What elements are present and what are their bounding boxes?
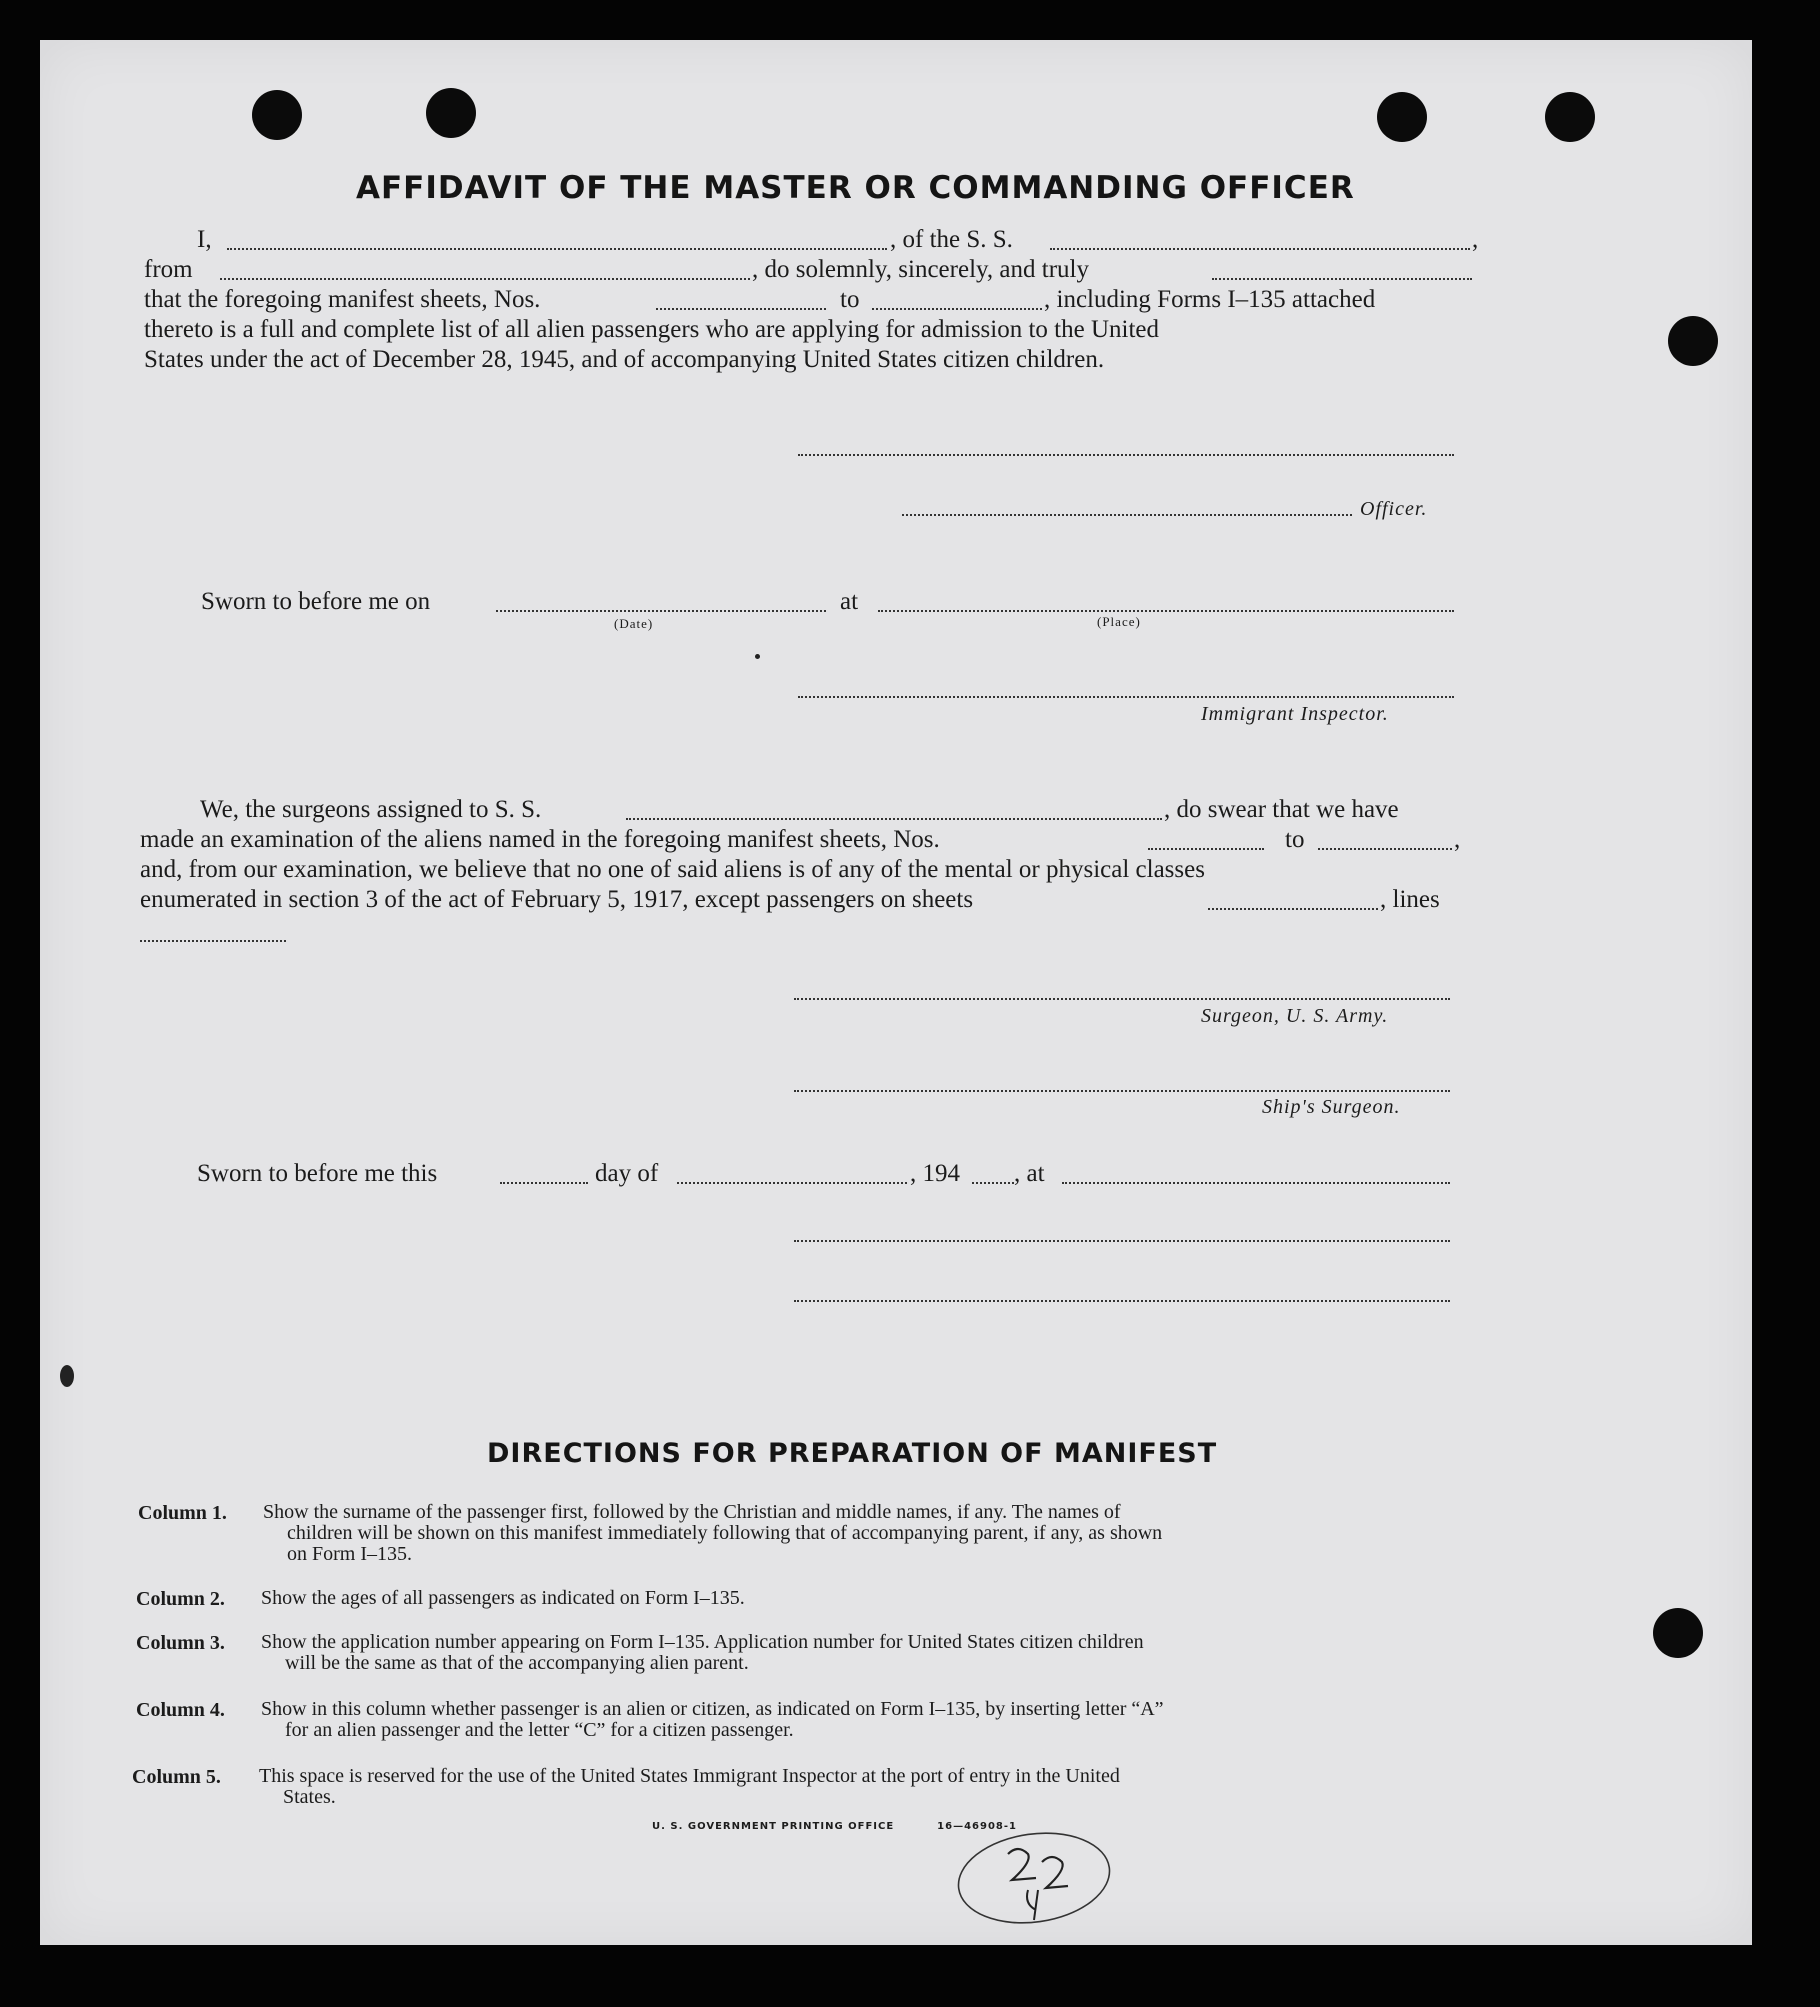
officer-signature-line-2[interactable] [902, 514, 1352, 516]
column-2-label: Column 2. [136, 1588, 225, 1610]
column-5-line-2: States. [283, 1786, 336, 1808]
exam-sheet-to-field[interactable] [1318, 848, 1452, 850]
ink-speck [60, 1365, 74, 1387]
text-do-swear: , do swear that we have [1164, 796, 1399, 823]
army-surgeon-caption: Surgeon, U. S. Army. [1201, 1005, 1389, 1027]
punch-hole [1653, 1608, 1703, 1658]
punch-hole [1377, 92, 1427, 142]
text-to: to [840, 286, 860, 313]
ship-surgeon-caption: Ship's Surgeon. [1262, 1096, 1401, 1118]
officer-signature-line-1[interactable] [798, 454, 1454, 456]
text-exam-comma: , [1454, 826, 1461, 853]
witness-signature-line-1[interactable] [794, 1240, 1450, 1242]
text-exam-to: to [1285, 826, 1305, 853]
form-sheet [40, 40, 1752, 1945]
oath-field[interactable] [1212, 278, 1472, 280]
punch-hole [1668, 316, 1718, 366]
text-i: I, [197, 226, 212, 253]
master-name-field[interactable] [227, 248, 887, 250]
text-surgeons-line3: and, from our examination, we believe that no one of said aliens is of any of the mental or physical classes [140, 856, 1205, 883]
sworn-year-field[interactable] [972, 1182, 1014, 1184]
except-lines-field[interactable] [140, 940, 286, 942]
text-from: from [144, 256, 193, 283]
place-caption: (Place) [1097, 614, 1141, 629]
column-4-label: Column 4. [136, 1699, 225, 1721]
inspector-caption: Immigrant Inspector. [1201, 703, 1389, 725]
column-1-line-1: Show the surname of the passenger first, followed by the Christian and middle names, if any. The names of [263, 1501, 1121, 1523]
text-solemnly: , do solemnly, sincerely, and truly [752, 256, 1089, 283]
text-sworn-at: , at [1014, 1160, 1045, 1187]
punch-hole [426, 88, 476, 138]
printer-name: U. S. GOVERNMENT PRINTING OFFICE [652, 1821, 895, 1832]
column-1-line-3: on Form I–135. [287, 1543, 412, 1565]
text-at: at [840, 588, 859, 615]
text-enumerated: enumerated in section 3 of the act of February 5, 1917, except passengers on sheets [140, 886, 974, 913]
text-affidavit-line4: thereto is a full and complete list of all alien passengers who are applying for admission to the United [144, 316, 1160, 343]
column-2-line-1: Show the ages of all passengers as indicated on Form I–135. [261, 1587, 745, 1609]
text-surgeons-assigned: We, the surgeons assigned to S. S. [200, 796, 542, 823]
ship-name-field[interactable] [1050, 248, 1470, 250]
text-sworn-this: Sworn to before me this [197, 1160, 438, 1187]
sworn-place-field[interactable] [878, 610, 1454, 612]
army-surgeon-signature-line[interactable] [794, 998, 1450, 1000]
sheet-from-field[interactable] [656, 308, 826, 310]
officer-caption: Officer. [1360, 498, 1428, 520]
sworn-date-field[interactable] [496, 610, 826, 612]
text-lines: , lines [1380, 886, 1440, 913]
text-year: , 194 [910, 1160, 960, 1187]
column-4-line-1: Show in this column whether passenger is an alien or citizen, as indicated on Form I–135, by inserting letter “A” [261, 1698, 1164, 1720]
column-5-line-1: This space is reserved for the use of the United States Immigrant Inspector at the port of entry in the United [259, 1765, 1120, 1787]
ink-speck [755, 654, 760, 659]
except-sheets-field[interactable] [1208, 908, 1378, 910]
text-comma: , [1472, 226, 1479, 253]
handwritten-page-mark-icon [950, 1826, 1120, 1936]
column-1-text [263, 1502, 1162, 1565]
ship-surgeon-signature-line[interactable] [794, 1090, 1450, 1092]
sheet-to-field[interactable] [872, 308, 1042, 310]
column-3-label: Column 3. [136, 1632, 225, 1654]
column-4-line-2: for an alien passenger and the letter “C” for a citizen passenger. [285, 1719, 794, 1741]
text-manifest-sheets: that the foregoing manifest sheets, Nos. [144, 286, 541, 313]
surgeons-ship-field[interactable] [626, 818, 1162, 820]
text-including-forms: , including Forms I–135 attached [1044, 286, 1376, 313]
column-1-line-2: children will be shown on this manifest immediately following that of accompanying parent, if any, as shown [287, 1522, 1163, 1544]
date-caption: (Date) [614, 616, 654, 631]
column-3-text [261, 1632, 1144, 1674]
sworn-day-field[interactable] [500, 1182, 588, 1184]
text-day-of: day of [595, 1160, 659, 1187]
column-1-label: Column 1. [138, 1502, 227, 1524]
form-number: 16—46908-1 [937, 1821, 1017, 1832]
column-2-text [261, 1588, 745, 1609]
sworn-at-field[interactable] [1062, 1182, 1450, 1184]
inspector-signature-line[interactable] [798, 696, 1454, 698]
text-made-examination: made an examination of the aliens named in the foregoing manifest sheets, Nos. [140, 826, 940, 853]
text-sworn-on: Sworn to before me on [201, 588, 431, 615]
witness-signature-line-2[interactable] [794, 1300, 1450, 1302]
affidavit-title: AFFIDAVIT OF THE MASTER OR COMMANDING OFFICER [356, 170, 1355, 206]
column-4-text [261, 1699, 1164, 1741]
punch-hole [1545, 92, 1595, 142]
column-3-line-2: will be the same as that of the accompanying alien parent. [285, 1652, 749, 1674]
text-of-the-ss: , of the S. S. [890, 226, 1013, 253]
column-3-line-1: Show the application number appearing on Form I–135. Application number for United States citizen children [261, 1631, 1144, 1653]
column-5-label: Column 5. [132, 1766, 221, 1788]
directions-title: DIRECTIONS FOR PREPARATION OF MANIFEST [487, 1438, 1218, 1469]
punch-hole [252, 90, 302, 140]
departure-port-field[interactable] [220, 278, 750, 280]
exam-sheet-from-field[interactable] [1148, 848, 1264, 850]
text-affidavit-line5: States under the act of December 28, 1945, and of accompanying United States citizen children. [144, 346, 1105, 373]
column-5-text [259, 1766, 1120, 1808]
sworn-month-field[interactable] [677, 1182, 907, 1184]
